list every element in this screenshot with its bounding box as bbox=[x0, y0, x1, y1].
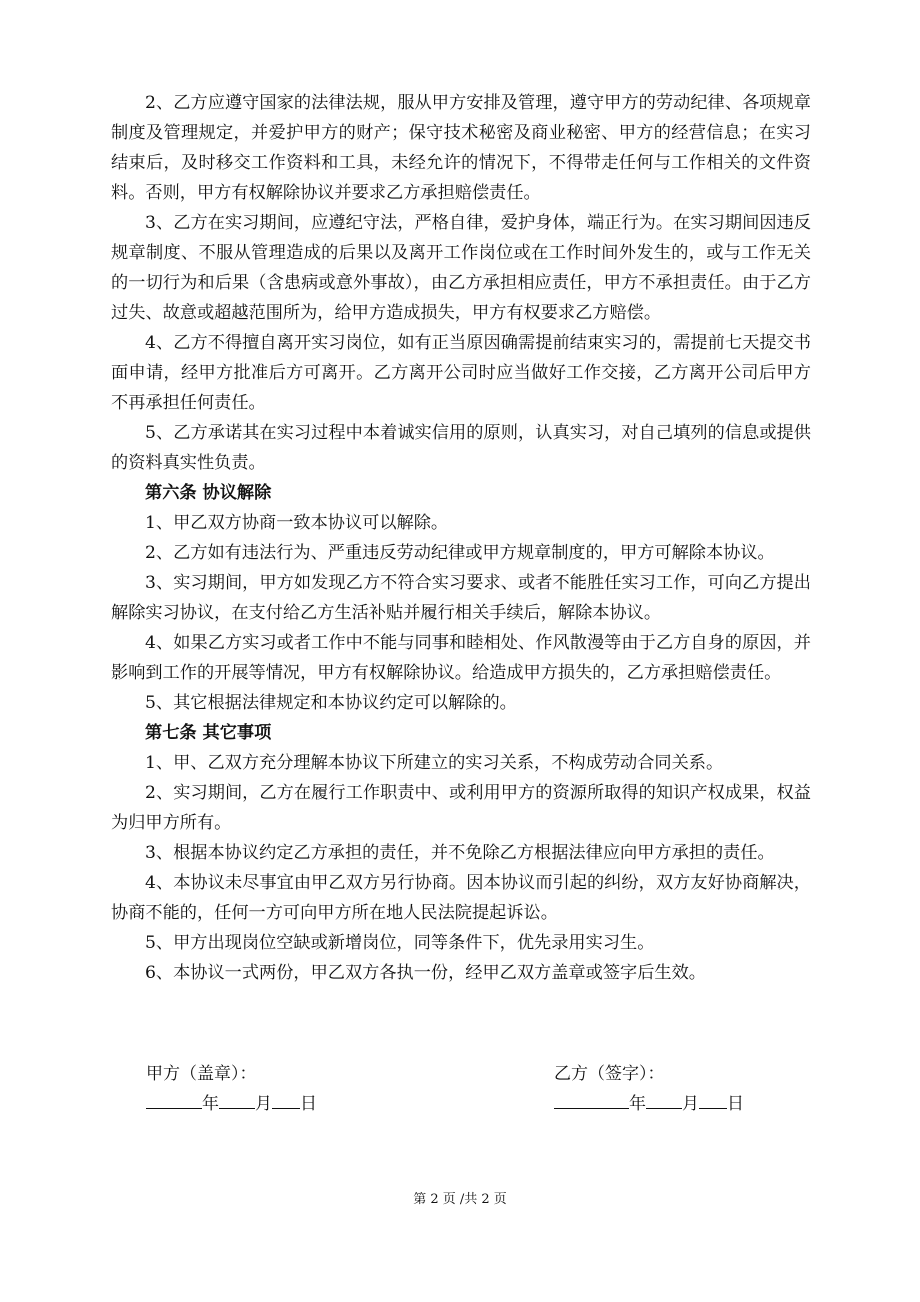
section-heading-article-6: 第六条 协议解除 bbox=[145, 483, 272, 503]
paragraph-clause-5-3: 3、乙方在实习期间，应遵纪守法，严格自律，爱护身体，端正行为。在实习期间因违反规章制度、不服从管理造成的后果以及离开工作岗位或在工作时间外发生的，或与工作无关的一切行为和后果（含患病或意外事故），由乙方承担相应责任，甲方不承担责任。由于乙方过失、故意或超越范围所为，给甲方造成损失，甲方有权要求乙方赔偿。 bbox=[111, 213, 811, 323]
paragraph-clause-6-3: 3、实习期间，甲方如发现乙方不符合实习要求、或者不能胜任实习工作，可向乙方提出解除实习协议，在支付给乙方生活补贴并履行相关手续后，解除本协议。 bbox=[111, 573, 811, 623]
year-label: 年 bbox=[629, 1094, 646, 1114]
paragraph-clause-7-1: 1、甲、乙双方充分理解本协议下所建立的实习关系，不构成劳动合同关系。 bbox=[145, 753, 724, 773]
paragraph-clause-7-5: 5、甲方出现岗位空缺或新增岗位，同等条件下，优先录用实习生。 bbox=[145, 933, 655, 953]
party-a-date-line bbox=[146, 1090, 317, 1117]
party-b-date-line bbox=[554, 1090, 744, 1117]
year-blank bbox=[146, 1090, 202, 1109]
day-label: 日 bbox=[300, 1094, 317, 1114]
year-blank bbox=[554, 1090, 629, 1109]
party-a-seal-label: 甲方（盖章）： bbox=[146, 1064, 257, 1084]
paragraph-clause-5-5: 5、乙方承诺其在实习过程中本着诚实信用的原则，认真实习，对自己填列的信息或提供的资料真实性负责。 bbox=[111, 423, 811, 473]
paragraph-clause-5-4: 4、乙方不得擅自离开实习岗位，如有正当原因确需提前结束实习的，需提前七天提交书面申请，经甲方批准后方可离开。乙方离开公司时应当做好工作交接，乙方离开公司后甲方不再承担任何责任。 bbox=[111, 333, 811, 413]
paragraph-clause-6-2: 2、乙方如有违法行为、严重违反劳动纪律或甲方规章制度的，甲方可解除本协议。 bbox=[145, 543, 775, 563]
paragraph-clause-7-3: 3、根据本协议约定乙方承担的责任，并不免除乙方根据法律应向甲方承担的责任。 bbox=[145, 843, 775, 863]
paragraph-clause-6-4: 4、如果乙方实习或者工作中不能与同事和睦相处、作风散漫等由于乙方自身的原因，并影响到工作的开展等情况，甲方有权解除协议。给造成甲方损失的，乙方承担赔偿责任。 bbox=[111, 633, 811, 683]
section-heading-article-7: 第七条 其它事项 bbox=[145, 723, 272, 743]
agreement-body bbox=[111, 88, 811, 988]
month-blank bbox=[219, 1090, 255, 1109]
day-blank bbox=[272, 1090, 300, 1109]
month-label: 月 bbox=[682, 1094, 699, 1114]
party-b-signature-label: 乙方（签字）： bbox=[554, 1064, 665, 1084]
paragraph-clause-7-6: 6、本协议一式两份，甲乙双方各执一份，经甲乙双方盖章或签字后生效。 bbox=[145, 963, 706, 983]
month-blank bbox=[646, 1090, 682, 1109]
month-label: 月 bbox=[255, 1094, 272, 1114]
year-label: 年 bbox=[202, 1094, 219, 1114]
paragraph-clause-7-4: 4、本协议未尽事宜由甲乙双方另行协商。因本协议而引起的纠纷，双方友好协商解决，协商不能的，任何一方可向甲方所在地人民法院提起诉讼。 bbox=[111, 873, 811, 923]
day-blank bbox=[699, 1090, 727, 1109]
paragraph-clause-5-2: 2、乙方应遵守国家的法律法规，服从甲方安排及管理，遵守甲方的劳动纪律、各项规章制度及管理规定，并爱护甲方的财产；保守技术秘密及商业秘密、甲方的经营信息；在实习结束后，及时移交工作资料和工具，未经允许的情况下，不得带走任何与工作相关的文件资料。否则，甲方有权解除协议并要求乙方承担赔偿责任。 bbox=[111, 93, 811, 203]
paragraph-clause-7-2: 2、实习期间，乙方在履行工作职责中、或利用甲方的资源所取得的知识产权成果，权益为归甲方所有。 bbox=[111, 783, 811, 833]
day-label: 日 bbox=[727, 1094, 744, 1114]
page-footer: 第 2 页 /共 2 页 bbox=[413, 1192, 507, 1207]
paragraph-clause-6-5: 5、其它根据法律规定和本协议约定可以解除的。 bbox=[145, 693, 517, 713]
paragraph-clause-6-1: 1、甲乙双方协商一致本协议可以解除。 bbox=[145, 513, 449, 533]
